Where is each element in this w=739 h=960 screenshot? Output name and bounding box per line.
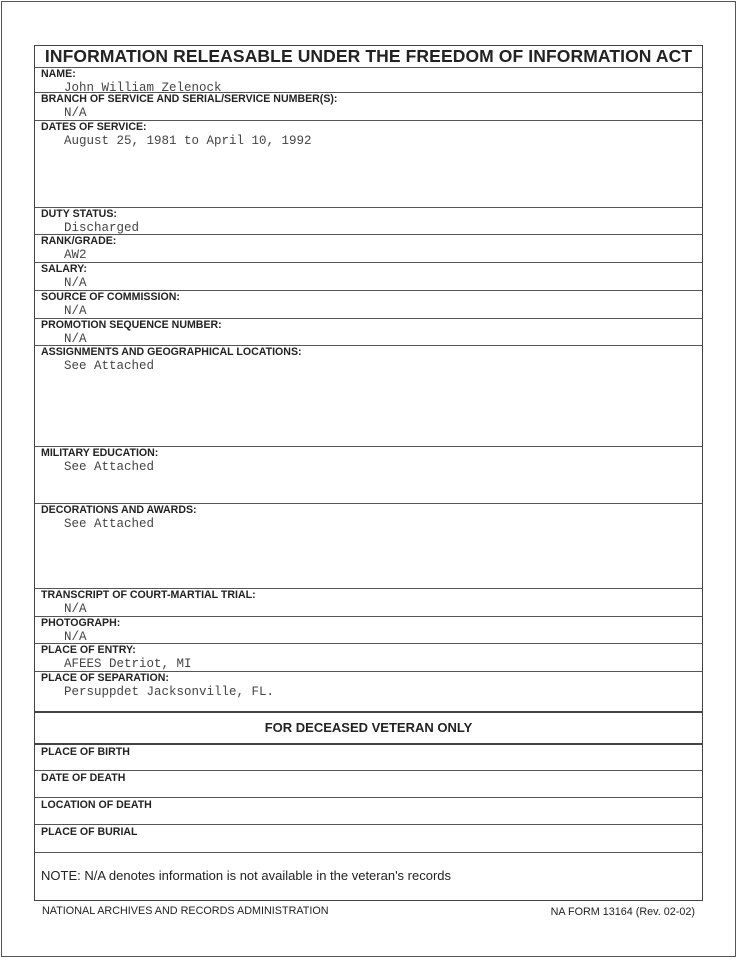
field-value: AFEES Detriot, MI xyxy=(64,657,192,671)
footer-form-number: NA FORM 13164 (Rev. 02-02) xyxy=(550,906,695,918)
field-label: DECORATIONS AND AWARDS: xyxy=(41,504,197,516)
field-value: N/A xyxy=(64,106,87,120)
field-place-of-birth xyxy=(35,743,702,770)
field-value: See Attached xyxy=(64,359,155,373)
field-location-of-death xyxy=(35,797,702,824)
foia-form xyxy=(34,45,703,901)
field-branch xyxy=(35,92,702,120)
field-value: N/A xyxy=(64,630,87,644)
field-label: LOCATION OF DEATH xyxy=(41,799,152,811)
field-value: John William Zelenock xyxy=(64,81,222,95)
deceased-heading: FOR DECEASED VETERAN ONLY xyxy=(264,720,473,735)
deceased-section-header xyxy=(35,711,702,743)
field-label: ASSIGNMENTS AND GEOGRAPHICAL LOCATIONS: xyxy=(41,346,302,358)
field-value: AW2 xyxy=(64,248,87,262)
field-place-of-separation xyxy=(35,671,702,711)
field-label: SALARY: xyxy=(41,263,87,275)
field-label: PROMOTION SEQUENCE NUMBER: xyxy=(41,319,222,331)
field-place-of-burial xyxy=(35,824,702,852)
field-salary xyxy=(35,262,702,290)
field-label: PLACE OF BURIAL xyxy=(41,826,138,838)
field-value: N/A xyxy=(64,304,87,318)
field-label: PLACE OF SEPARATION: xyxy=(41,672,169,684)
field-label: PLACE OF ENTRY: xyxy=(41,644,136,656)
field-label: PLACE OF BIRTH xyxy=(41,746,130,758)
field-label: NAME: xyxy=(41,68,76,80)
field-value: N/A xyxy=(64,332,87,346)
field-value: Persuppdet Jacksonville, FL. xyxy=(64,685,275,699)
field-decorations xyxy=(35,503,702,588)
note-text: NOTE: N/A denotes information is not available in the veteran's records xyxy=(41,868,452,883)
note-row xyxy=(35,852,702,900)
field-dates-of-service xyxy=(35,120,702,207)
field-label: PHOTOGRAPH: xyxy=(41,617,121,629)
field-value: See Attached xyxy=(64,460,155,474)
field-value: August 25, 1981 to April 10, 1992 xyxy=(64,134,312,148)
field-label: DATE OF DEATH xyxy=(41,772,126,784)
field-source-of-commission xyxy=(35,290,702,318)
field-value: See Attached xyxy=(64,517,155,531)
field-assignments xyxy=(35,345,702,446)
field-court-martial xyxy=(35,588,702,616)
field-label: SOURCE OF COMMISSION: xyxy=(41,291,180,303)
field-duty-status xyxy=(35,207,702,234)
field-date-of-death xyxy=(35,770,702,797)
field-promotion-sequence xyxy=(35,318,702,345)
field-label: BRANCH OF SERVICE AND SERIAL/SERVICE NUMBER(S): xyxy=(41,93,338,105)
field-label: TRANSCRIPT OF COURT-MARTIAL TRIAL: xyxy=(41,589,256,601)
field-place-of-entry xyxy=(35,643,702,671)
field-military-education xyxy=(35,446,702,503)
field-label: MILITARY EDUCATION: xyxy=(41,447,159,459)
footer-agency: NATIONAL ARCHIVES AND RECORDS ADMINISTRATION xyxy=(42,905,329,917)
field-label: DUTY STATUS: xyxy=(41,208,117,220)
field-label: DATES OF SERVICE: xyxy=(41,121,147,133)
field-rank-grade xyxy=(35,234,702,262)
form-title: INFORMATION RELEASABLE UNDER THE FREEDOM OF INFORMATION ACT xyxy=(44,46,693,66)
field-photograph xyxy=(35,616,702,643)
field-value: N/A xyxy=(64,276,87,290)
field-value: Discharged xyxy=(64,221,140,235)
field-label: RANK/GRADE: xyxy=(41,235,117,247)
field-value: N/A xyxy=(64,602,87,616)
field-name xyxy=(35,67,702,95)
